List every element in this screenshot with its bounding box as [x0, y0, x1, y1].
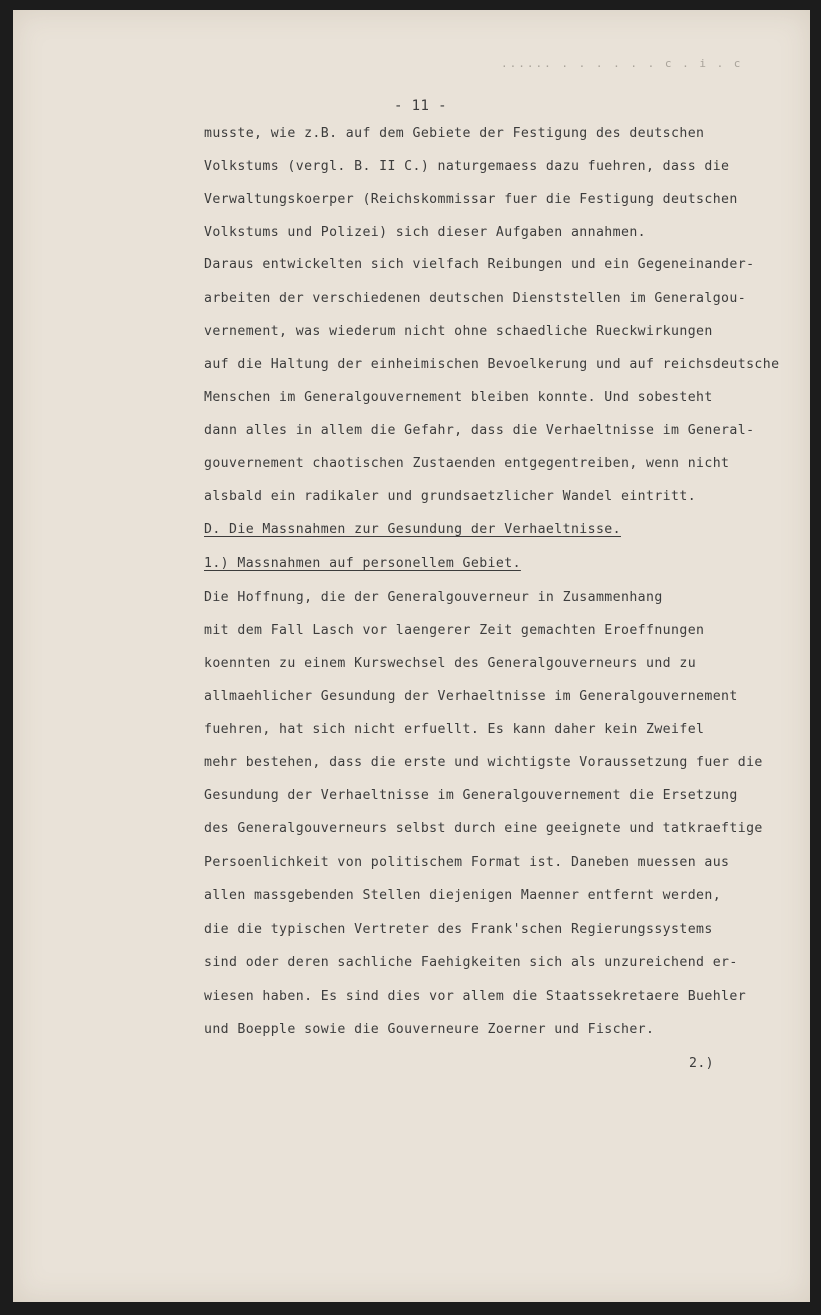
next-page-marker: 2.) — [689, 1056, 715, 1071]
body-line: fuehren, hat sich nicht erfuellt. Es kann daher kein Zweifel — [204, 722, 705, 737]
body-line: auf die Haltung der einheimischen Bevoelkerung und auf reichsdeutsche — [204, 357, 780, 372]
body-line: Gesundung der Verhaeltnisse im Generalgouvernement die Ersetzung — [204, 788, 738, 803]
archive-stamp: ...... . . . . . . c . i . c — [501, 57, 743, 70]
body-line: allmaehlicher Gesundung der Verhaeltnisse im Generalgouvernement — [204, 689, 738, 704]
page-number: - 11 - — [394, 98, 447, 114]
body-line: alsbald ein radikaler und grundsaetzlicher Wandel eintritt. — [204, 489, 697, 504]
body-line: gouvernement chaotischen Zustaenden entgegentreiben, wenn nicht — [204, 456, 730, 471]
body-line: vernement, was wiederum nicht ohne schaedliche Rueckwirkungen — [204, 324, 713, 339]
body-line: Volkstums und Polizei) sich dieser Aufgaben annahmen. — [204, 225, 646, 240]
body-line: arbeiten der verschiedenen deutschen Dienststellen im Generalgou- — [204, 291, 747, 306]
body-line: musste, wie z.B. auf dem Gebiete der Festigung des deutschen — [204, 126, 705, 141]
body-line: sind oder deren sachliche Faehigkeiten sich als unzureichend er- — [204, 955, 738, 970]
body-line: die die typischen Vertreter des Frank'schen Regierungssystems — [204, 922, 713, 937]
body-line: allen massgebenden Stellen diejenigen Maenner entfernt werden, — [204, 888, 722, 903]
body-line: koennten zu einem Kurswechsel des Generalgouverneurs und zu — [204, 656, 697, 671]
body-line: Volkstums (vergl. B. II C.) naturgemaess dazu fuehren, dass die — [204, 159, 730, 174]
body-line: und Boepple sowie die Gouverneure Zoerner und Fischer. — [204, 1022, 655, 1037]
body-line: Persoenlichkeit von politischem Format ist. Daneben muessen aus — [204, 855, 730, 870]
body-line: dann alles in allem die Gefahr, dass die Verhaeltnisse im General- — [204, 423, 755, 438]
section-heading: D. Die Massnahmen zur Gesundung der Verhaeltnisse. — [204, 522, 621, 537]
body-line: wiesen haben. Es sind dies vor allem die Staatssekretaere Buehler — [204, 989, 747, 1004]
body-line: Die Hoffnung, die der Generalgouverneur in Zusammenhang — [204, 590, 663, 605]
body-line: Daraus entwickelten sich vielfach Reibungen und ein Gegeneinander- — [204, 257, 755, 272]
body-line: mit dem Fall Lasch vor laengerer Zeit gemachten Eroeffnungen — [204, 623, 705, 638]
body-line: mehr bestehen, dass die erste und wichtigste Voraussetzung fuer die — [204, 755, 763, 770]
subsection-heading: 1.) Massnahmen auf personellem Gebiet. — [204, 556, 521, 571]
body-line: Verwaltungskoerper (Reichskommissar fuer die Festigung deutschen — [204, 192, 738, 207]
body-line: Menschen im Generalgouvernement bleiben konnte. Und sobesteht — [204, 390, 713, 405]
body-line: des Generalgouverneurs selbst durch eine geeignete und tatkraeftige — [204, 821, 763, 836]
document-page — [13, 10, 810, 1302]
